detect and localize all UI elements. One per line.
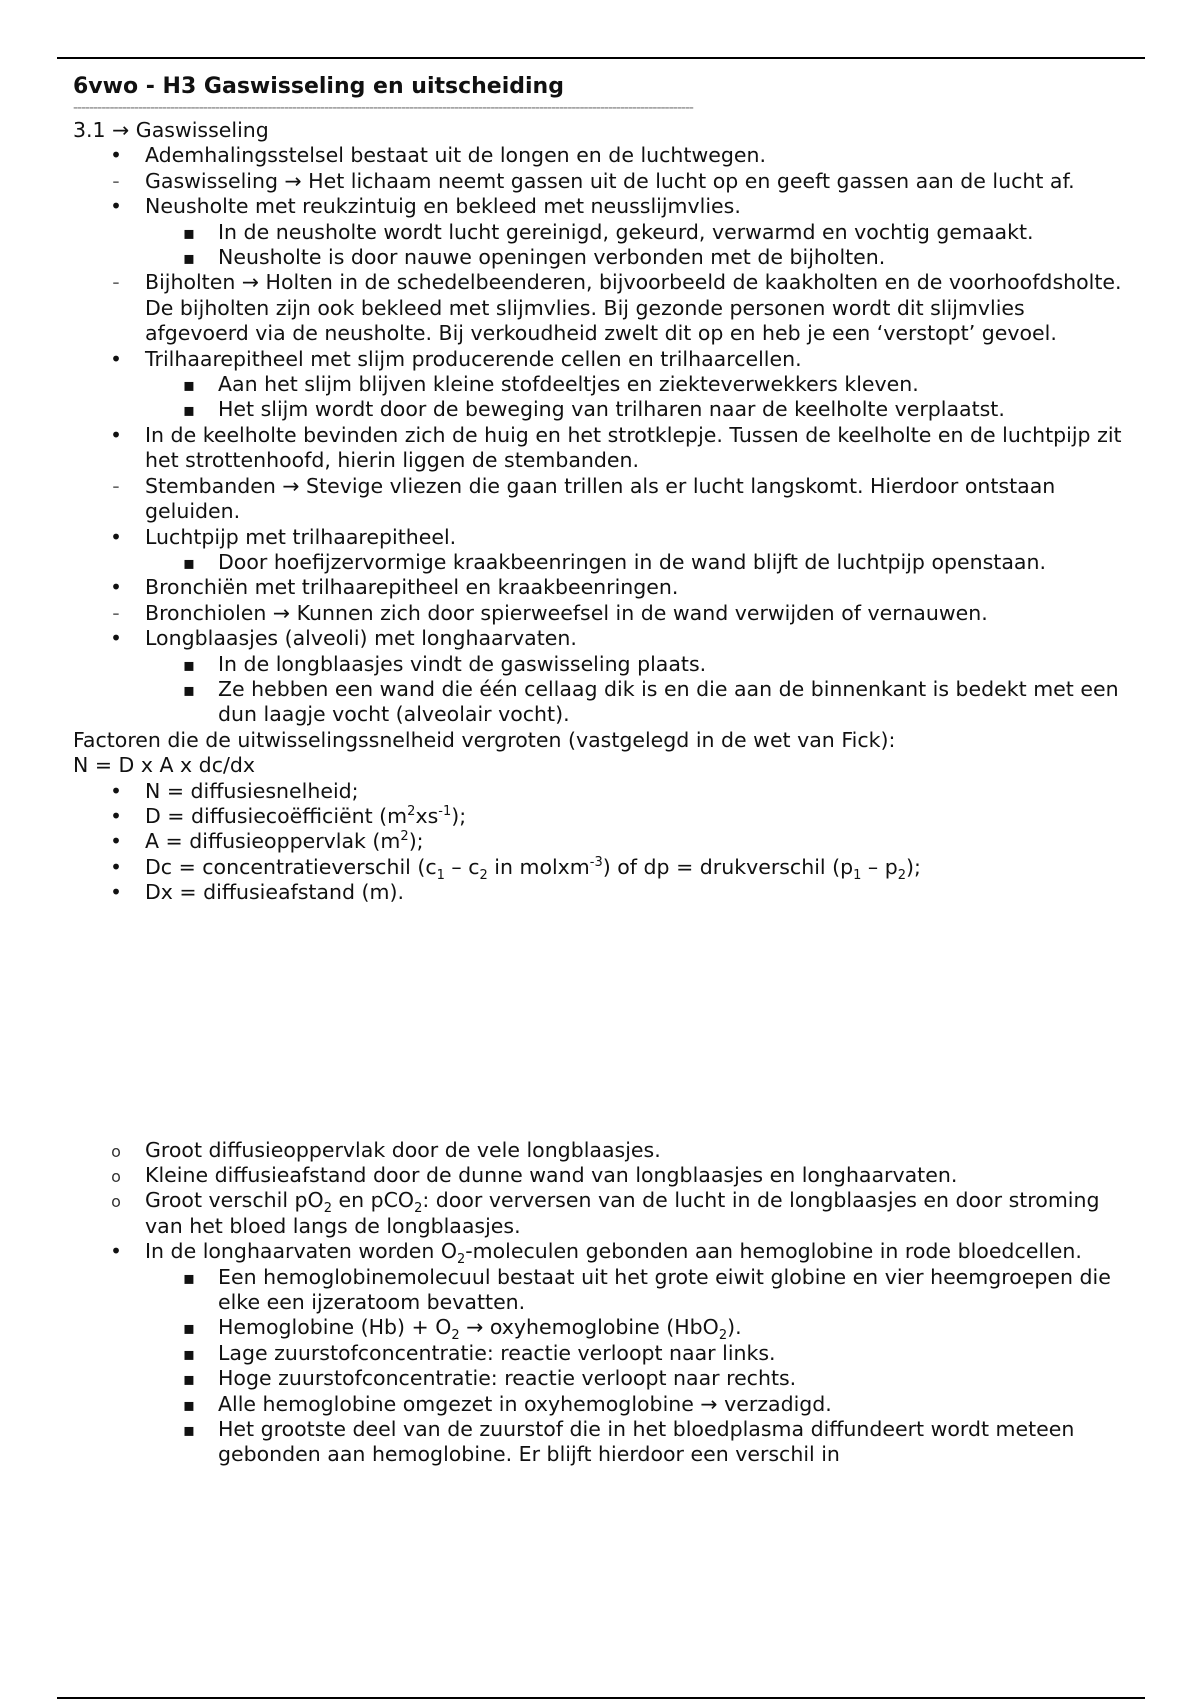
list-item: ▪ Hemoglobine $(Hb) + O_2$ → oxyhemoglobine (HbO$_2$).: [73, 1315, 1133, 1340]
list-item: - Bronchiolen → Kunnen zich door spierweefsel in de wand verwijden of vernauwen.: [73, 601, 1133, 626]
list-item: ▪ Lage zuurstofconcentratie: reactie verloopt naar links.: [73, 1341, 1133, 1366]
bullet-marker: [106, 423, 126, 448]
bullet-marker: [106, 347, 126, 372]
list-item: o Groot diffusieoppervlak door de vele longblaasjes.: [73, 1138, 1133, 1163]
bullet-marker: [106, 880, 126, 905]
list-item: ▪ Door hoefijzervormige kraakbeenringen in de wand blijft de luchtpijp openstaan.: [73, 550, 1133, 575]
square-marker: [179, 1392, 199, 1418]
bullet-marker: [106, 143, 126, 168]
square-marker: [179, 1315, 199, 1341]
list-item: • Longblaasjes (alveoli) met longhaarvaten.: [73, 626, 1133, 651]
list-item: - Gaswisseling → Het lichaam neemt gassen uit de lucht op en geeft gassen aan de lucht af.: [73, 169, 1133, 194]
bottom-rule: [57, 1697, 1145, 1699]
square-marker: [179, 677, 199, 703]
list-item: ▪ In de longblaasjes vindt de gaswisseling plaats.: [73, 652, 1133, 677]
list-item: • A = diffusieoppervlak $(m^2)$;: [73, 829, 1133, 854]
bullet-marker: [106, 525, 126, 550]
circle-marker: [106, 1188, 126, 1214]
fick-intro: Factoren die de uitwisselingssnelheid vergroten (vastgelegd in de wet van Fick):: [73, 727, 896, 752]
list-item: • Trilhaarepitheel met slijm producerende cellen en trilhaarcellen.: [73, 347, 1133, 372]
square-marker: [179, 1417, 199, 1443]
page-title: 6vwo - H3 Gaswisseling en uitscheiding: [73, 74, 564, 99]
bullet-marker: [106, 1239, 126, 1264]
list-item: ▪ Het slijm wordt door de beweging van trilharen naar de keelholte verplaatst.: [73, 397, 1133, 422]
list-item: • Ademhalingsstelsel bestaat uit de longen en de luchtwegen.: [73, 143, 1133, 168]
dash-marker: [106, 474, 126, 499]
list-item: ▪ Ze hebben een wand die één cellaag dik is en die aan de binnenkant is bedekt met een dun laagje vocht (alveolair vocht).: [73, 677, 1133, 728]
blank-space: [73, 906, 1133, 1138]
section-heading: 3.1 → Gaswisseling: [73, 118, 269, 142]
list-item: ▪ Hoge zuurstofconcentratie: reactie verloopt naar rechts.: [73, 1366, 1133, 1391]
square-marker: [179, 652, 199, 678]
list-item: ▪ Het grootste deel van de zuurstof die in het bloedplasma diffundeert wordt meteen gebonden aan hemoglobine. Er blijft hierdoor een verschil in: [73, 1417, 1133, 1468]
square-marker: [179, 1341, 199, 1367]
bullet-marker: [106, 575, 126, 600]
list-item: • In de longhaarvaten worden $O_2$-moleculen gebonden aan hemoglobine in rode bloedcellen.: [73, 1239, 1133, 1264]
bullet-marker: [106, 626, 126, 651]
list-item: • Dc = concentratieverschil ($c_1 - c_2$ in molxm$^{-3}$) of dp = drukverschil $(p_1 - p_2)$;: [73, 855, 1133, 880]
bullet-marker: [106, 829, 126, 854]
square-marker: [179, 397, 199, 423]
list-item: • Dx = diffusieafstand (m).: [73, 880, 1133, 905]
square-marker: [179, 1366, 199, 1392]
document-page: [73, 74, 1133, 1468]
list-item: - Stembanden → Stevige vliezen die gaan trillen als er lucht langskomt. Hierdoor ontstaan geluiden.: [73, 474, 1133, 525]
list-item: • In de keelholte bevinden zich de huig en het strotklepje. Tussen de keelholte en de luchtpijp zit het strottenhoofd, hierin liggen de stembanden.: [73, 423, 1133, 474]
dash-marker: [106, 169, 126, 194]
list-item: ▪ Alle hemoglobine omgezet in oxyhemoglobine → verzadigd.: [73, 1392, 1133, 1417]
dash-marker: [106, 601, 126, 626]
bullet-marker: [106, 779, 126, 804]
top-rule: [57, 57, 1145, 59]
list-item: ▪ Aan het slijm blijven kleine stofdeeltjes en ziekteverwekkers kleven.: [73, 372, 1133, 397]
list-item: - Bijholten → Holten in de schedelbeenderen, bijvoorbeeld de kaakholten en de voorhoofdsholte. De bijholten zijn ook bekleed met slijmvlies. Bij gezonde personen wordt dit slijmvlies afgevoerd via de neusholte. Bij verkoudheid zwelt dit op en heb je een ‘verstopt’ gevoel.: [73, 270, 1133, 346]
list-item: o Groot verschil $pO_2$ en pCO$_2$: door verversen van de lucht in de longblaasjes en door stroming van het bloed langs de longblaasjes.: [73, 1188, 1133, 1239]
bullet-marker: [106, 804, 126, 829]
square-marker: [179, 1265, 199, 1291]
list-item: • Bronchiën met trilhaarepitheel en kraakbeenringen.: [73, 575, 1133, 600]
circle-marker: [106, 1163, 126, 1189]
list-item: o Kleine diffusieafstand door de dunne wand van longblaasjes en longhaarvaten.: [73, 1163, 1133, 1188]
separator-line: ---------------------------------------------------------------------------------------------------------------------------------------------------------: [73, 101, 693, 115]
list-item: • D = diffusiecoëfficiënt $(m^2xs^{-1})$;: [73, 804, 1133, 829]
bullet-marker: [106, 855, 126, 880]
list-item: ▪ Neusholte is door nauwe openingen verbonden met de bijholten.: [73, 245, 1133, 270]
list-item: • Luchtpijp met trilhaarepitheel.: [73, 525, 1133, 550]
bullet-marker: [106, 194, 126, 219]
circle-marker: [106, 1138, 126, 1164]
list-item: • N = diffusiesnelheid;: [73, 779, 1133, 804]
notes-list-part1: [73, 143, 1133, 727]
square-marker: [179, 245, 199, 271]
square-marker: [179, 372, 199, 398]
list-item: ▪ Een hemoglobinemolecuul bestaat uit het grote eiwit globine en vier heemgroepen die elke een ijzeratoom bevatten.: [73, 1265, 1133, 1316]
dash-marker: [106, 270, 126, 295]
list-item: • Neusholte met reukzintuig en bekleed met neusslijmvlies.: [73, 194, 1133, 219]
fick-formula: N = D x A x dc/dx: [73, 753, 256, 778]
square-marker: [179, 550, 199, 576]
list-item: ▪ In de neusholte wordt lucht gereinigd, gekeurd, verwarmd en vochtig gemaakt.: [73, 220, 1133, 245]
square-marker: [179, 220, 199, 246]
